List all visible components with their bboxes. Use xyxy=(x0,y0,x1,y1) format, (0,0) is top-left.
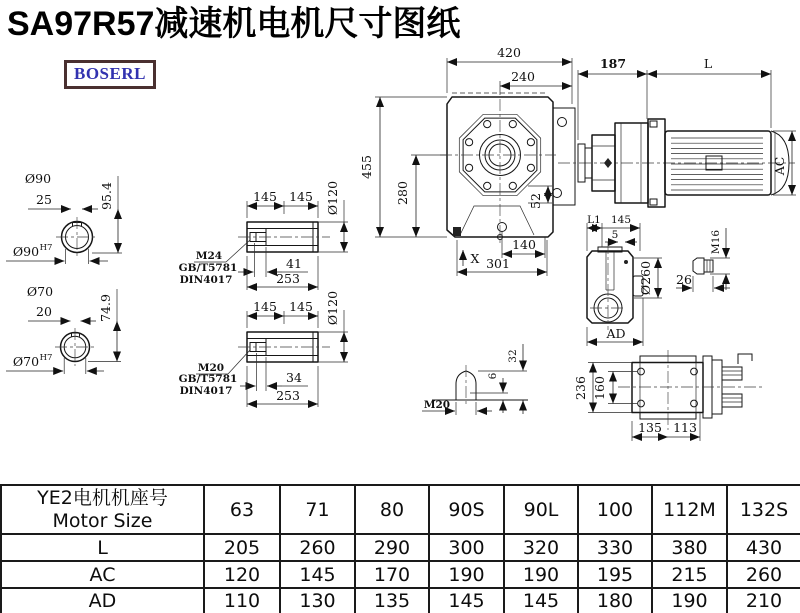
dim-bore-70: Ø70 xyxy=(12,354,40,369)
dim-front-width: 420 xyxy=(497,45,521,60)
shaft-section-90 xyxy=(6,171,122,264)
cell-AD-4: 145 xyxy=(504,588,578,613)
cell-AD-5: 180 xyxy=(578,588,652,613)
col-63: 63 xyxy=(204,485,280,534)
col-71: 71 xyxy=(280,485,355,534)
cell-AD-3: 145 xyxy=(429,588,504,613)
dim-top-right: 113 xyxy=(673,420,697,435)
dim-bolt16-thread: M16 xyxy=(710,229,722,255)
dim-top-height: 236 xyxy=(573,376,588,400)
dim-sleeve2-lenb: 145 xyxy=(289,299,313,314)
dim-front-height: 455 xyxy=(359,155,374,179)
cell-AC-6: 215 xyxy=(652,561,727,588)
dim-plug-thread: M20 xyxy=(423,399,451,411)
col-132s: 132S xyxy=(727,485,800,534)
dim-keyw-70: 20 xyxy=(36,304,52,319)
dim-front-foot: 140 xyxy=(512,237,536,252)
dim-sleeve2-total: 253 xyxy=(276,388,300,403)
cell-AC-0: 120 xyxy=(204,561,280,588)
cell-L-7: 430 xyxy=(727,534,800,561)
dim-front-flange-w: 240 xyxy=(511,69,535,84)
dim-front-offset: 52 xyxy=(528,193,543,209)
technical-drawing xyxy=(0,45,800,485)
dim-side-gap: 5 xyxy=(611,229,619,241)
dim-plug-tip: 6 xyxy=(487,372,499,380)
dim-side-l1: L1 xyxy=(587,214,601,226)
dim-sleeve1-total: 253 xyxy=(276,271,300,286)
cell-L-0: 205 xyxy=(204,534,280,561)
dim-dia70-label: Ø70 xyxy=(26,284,54,299)
dim-sleeve1-lena: 145 xyxy=(253,189,277,204)
table-row-L xyxy=(1,534,800,561)
motor-fins xyxy=(671,138,763,190)
dim-sleeve1-depth: 41 xyxy=(286,256,302,271)
gearbox-top-view xyxy=(573,350,762,441)
cell-AC-4: 190 xyxy=(504,561,578,588)
dim-motor-len: L xyxy=(703,56,713,71)
dim-side-depth: 145 xyxy=(610,214,632,226)
table-header-motor-size xyxy=(1,485,204,534)
row-label-AD: AD xyxy=(1,588,204,613)
table-header-en: Motor Size xyxy=(52,509,153,532)
bolt-m16-detail xyxy=(676,228,730,292)
cell-AD-0: 110 xyxy=(204,588,280,613)
dim-front-center-h: 280 xyxy=(395,181,410,205)
label-sleeve2-thread: M20 xyxy=(197,362,225,374)
motor-side-view xyxy=(558,56,796,207)
dim-top-inner: 160 xyxy=(592,376,607,400)
label-x-mark: X xyxy=(470,251,480,266)
cell-AC-2: 170 xyxy=(355,561,429,588)
col-112m: 112M xyxy=(652,485,727,534)
motor-size-table xyxy=(0,484,800,613)
gearbox-front-view xyxy=(359,45,575,276)
cell-L-5: 330 xyxy=(578,534,652,561)
dim-sleeve1-dia: Ø120 xyxy=(325,180,340,216)
gearbox-side-view xyxy=(587,214,662,346)
dim-dia90-label: Ø90 xyxy=(24,171,52,186)
page-title: SA97R57减速机电机尺寸图纸 xyxy=(7,5,461,43)
dim-bolt16-len: 26 xyxy=(676,272,692,287)
col-100: 100 xyxy=(578,485,652,534)
dim-motor-dia: AC xyxy=(772,156,787,176)
dim-adapter-len: 187 xyxy=(599,56,627,71)
table-row-AD xyxy=(1,588,800,613)
dim-bore-90: Ø90 xyxy=(12,244,40,259)
cell-AC-7: 260 xyxy=(727,561,800,588)
dim-keyh-70: 74.9 xyxy=(98,294,113,322)
hollow-shaft-m24 xyxy=(179,181,348,290)
dim-side-dia: Ø260 xyxy=(638,260,653,296)
cell-AC-5: 195 xyxy=(578,561,652,588)
dim-keyh-90: 95.4 xyxy=(99,182,114,210)
label-sleeve2-std1: GB/T5781 xyxy=(178,373,238,385)
dim-sleeve2-depth: 34 xyxy=(286,370,302,385)
dim-top-left: 135 xyxy=(638,420,662,435)
cell-L-3: 300 xyxy=(429,534,504,561)
col-90s: 90S xyxy=(429,485,504,534)
label-sleeve1-thread: M24 xyxy=(195,250,223,262)
dim-sleeve2-lena: 145 xyxy=(253,299,277,314)
cell-L-6: 380 xyxy=(652,534,727,561)
table-header-cn: YE2电机机座号 xyxy=(37,486,168,509)
dim-side-width: AD xyxy=(606,326,626,341)
label-sleeve1-std1: GB/T5781 xyxy=(178,262,238,274)
row-label-AC: AC xyxy=(1,561,204,588)
col-80: 80 xyxy=(355,485,429,534)
boserl-logo-text: BOSERL xyxy=(74,64,146,83)
dim-sleeve2-dia: Ø120 xyxy=(325,290,340,326)
label-sleeve1-std2: DIN4017 xyxy=(179,274,233,286)
dim-bore-90-tol: H7 xyxy=(39,243,53,253)
dim-keyw-90: 25 xyxy=(36,192,52,207)
cell-L-1: 260 xyxy=(280,534,355,561)
label-sleeve2-std2: DIN4017 xyxy=(179,385,233,397)
cell-AC-3: 190 xyxy=(429,561,504,588)
cell-L-2: 290 xyxy=(355,534,429,561)
cell-AC-1: 145 xyxy=(280,561,355,588)
dim-sleeve1-lenb: 145 xyxy=(289,189,313,204)
dim-plug-len: 32 xyxy=(507,349,519,363)
shaft-section-70 xyxy=(6,284,121,374)
table-row-AC xyxy=(1,561,800,588)
dim-bore-70-tol: H7 xyxy=(39,353,53,363)
cell-AD-6: 190 xyxy=(652,588,727,613)
dim-front-base: 301 xyxy=(486,256,510,271)
cell-AD-1: 130 xyxy=(280,588,355,613)
row-label-L: L xyxy=(1,534,204,561)
col-90l: 90L xyxy=(504,485,578,534)
hollow-shaft-m20 xyxy=(179,291,348,407)
plug-m20-detail xyxy=(422,344,528,415)
cell-AD-7: 210 xyxy=(727,588,800,613)
cell-AD-2: 135 xyxy=(355,588,429,613)
cell-L-4: 320 xyxy=(504,534,578,561)
